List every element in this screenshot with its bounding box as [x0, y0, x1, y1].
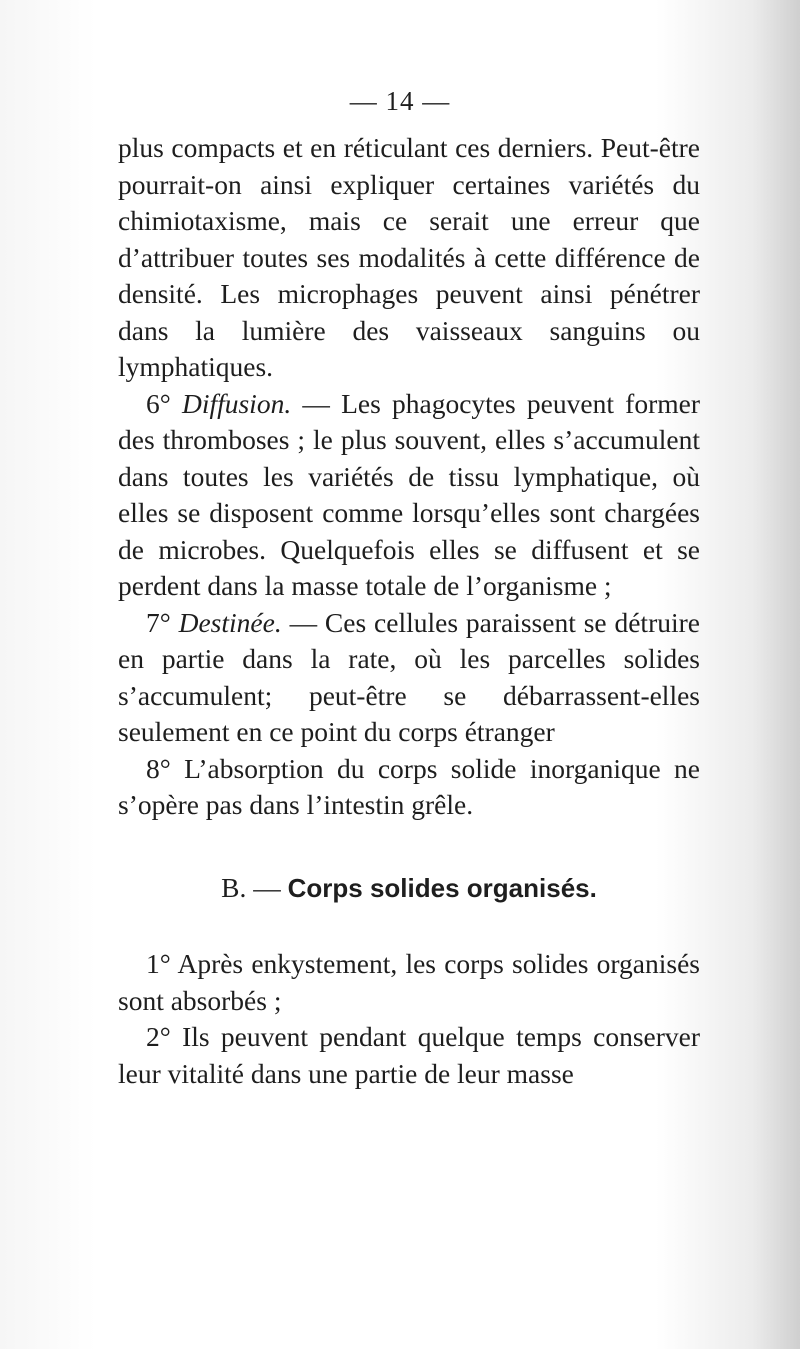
page-number: — 14 —	[349, 86, 451, 116]
section-b-heading	[118, 870, 700, 907]
section-b-title: Corps solides organisés.	[287, 872, 597, 903]
item-b1-paragraph: 1° Après enkystement, les corps solides organisés sont absorbés ;	[118, 948, 700, 1016]
item-6-paragraph	[118, 386, 700, 605]
section-b-label: B. —	[221, 871, 288, 903]
item-8-paragraph: 8° L’absorption du corps solide inorganique ne s’opère pas dans l’intestin grêle.	[118, 752, 700, 820]
intro-paragraph: plus compacts et en réticulant ces derniers. Peut-être pourrait-on ainsi expliquer certaines variétés du chimiotaxisme, mais ce serait une erreur que d’attribuer toutes ses modalités à cette différence de densité. Les microphages peuvent ainsi pénétrer dans la lumière des vaisseaux sanguins ou lymphatiques.	[118, 132, 700, 382]
item-7-title: Destinée.	[178, 606, 282, 638]
item-6-title: Diffusion.	[181, 387, 292, 419]
item-6-text: — Les phagocytes peuvent former des thromboses ; le plus souvent, elles s’accumulent dans toutes les variétés de tissu lymphatique, où elles se disposent comme lorsqu’elles sont chargées de microbes. Quelquefois elles se diffusent et se perdent dans la masse totale de l’organisme ;	[118, 387, 700, 601]
item-b2-paragraph: 2° Ils peuvent pendant quelque temps conserver leur vitalité dans une partie de leur masse	[118, 1021, 700, 1089]
item-7-text: — Ces cellules paraissent se détruire en partie dans la rate, où les parcelles solides s’accumulent; peut-être se débarrassent-elles seulement en ce point du corps étranger	[118, 606, 700, 747]
page-body	[118, 130, 700, 1092]
item-7-paragraph	[118, 605, 700, 751]
item-7-number: 7°	[146, 606, 179, 638]
item-6-number: 6°	[146, 387, 182, 419]
